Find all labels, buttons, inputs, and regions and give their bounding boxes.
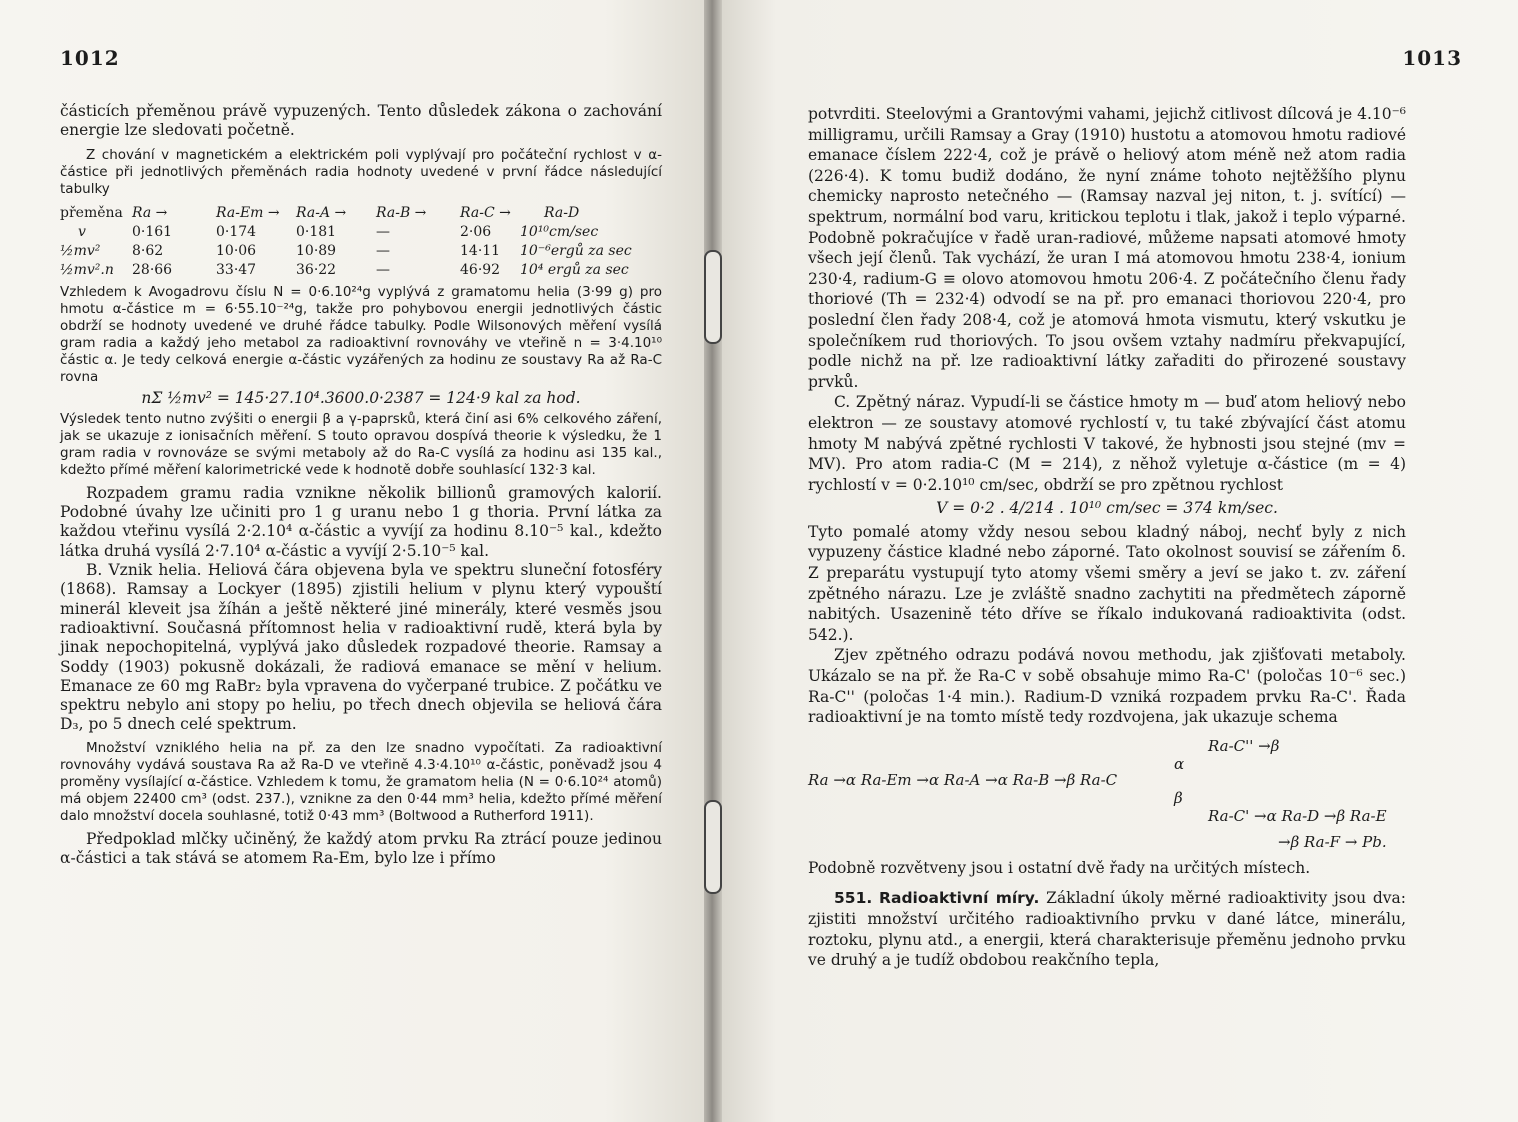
assumption-paragraph: Předpoklad mlčky učiněný, že každý atom prvku Ra ztrácí pouze jedinou α-částici a tak stává se atomem Ra-Em, bylo lze i přímo [60,829,662,868]
method-paragraph: Zjev zpětného odrazu podává novou methodu, jak zjišťovati metaboly. Ukázalo se na př. že Ra-C v sobě obsahuje mimo Ra-C' (poločas 10⁻⁶ sec.) Ra-C'' (poločas 1·4 min.). Radium-D vzniká rozpadem prvku Ra-C'. Řada radioaktivní je na tomto místě tedy rozdvojena, jak ukazuje schema [808,646,1406,727]
table-cell: 10·06 [216,242,257,259]
table-header-cell: Ra → [132,204,168,221]
table-header-cell: Ra-B → [376,204,427,221]
section-551 [808,888,1406,970]
energy-equation: nΣ ½mv² = 145·27.10⁴.3600.0·2387 = 124·9 kal za hod. [141,388,581,407]
left-text-column [60,102,662,868]
table-intro-paragraph: Z chování v magnetickém a elektrickém poli vyplývají pro počáteční rychlost v α-částice při jednotlivých přeměnách radia hodnoty uvedené v první řádce následující tabulky [60,146,662,197]
table-header-row [60,204,662,223]
result-paragraph: Výsledek tento nutno zvýšiti o energii β a γ-paprsků, která činí asi 6% celkového záření, jak se ukazuje z ionisačních měření. S touto opravou dospívá theorie k výsledku, že 1 gram radia v rovnováze se svými metaboly až do Ra-C vysílá za hodinu asi 135 kal., kdežto přímé měření kalorimetrické vede k hodnotě dobře souhlasící 132·3 kal. [60,410,662,478]
section-title: Radioaktivní míry. [879,889,1040,908]
table-cell: 33·47 [216,261,257,278]
decay-scheme [808,736,1406,854]
scheme-upper-branch: Ra-C'' →β [1208,736,1280,755]
branching-paragraph: Podobně rozvětveny jsou i ostatní dvě řady na určitých místech. [808,858,1311,877]
slow-atoms-paragraph: Tyto pomalé atomy vždy nesou sebou kladný náboj, nechť byly z nich vypuzeny částice kladné nebo záporné. Tato okolnost souvisí se zářením δ. Z preparátu vystupují tyto atomy všemi směry a jeví se jako t. zv. záření zpětného nárazu. Lze je zvláště snadno zachytiti na předmětech záporně nabitých. Usazenině této dříve se říkalo indukovaná radioaktivita (odst. 542.). [808,522,1406,644]
table-cell: 28·66 [132,261,173,278]
table-row [60,223,662,242]
table-row [60,242,662,261]
page-number-right: 1013 [1402,46,1462,70]
scheme-main-chain: Ra →α Ra-Em →α Ra-A →α Ra-B →β Ra-C [808,770,1118,789]
table-header-cell: Ra-A → [296,204,347,221]
scheme-branch-beta: β [1174,788,1183,807]
scheme-lower-branch: Ra-C' →α Ra-D →β Ra-E [1208,806,1387,825]
table-cell: 14·11 [460,242,501,259]
binding-clip-upper [704,250,722,344]
binding-clip-lower [704,800,722,894]
table-cell: — [376,223,390,240]
section-number: 551. [834,889,873,908]
intro-paragraph: částicích přeměnou právě vypuzených. Tento důsledek zákona o zachování energie lze sledovati početně. [60,102,662,140]
table-cell: 10·89 [296,242,337,259]
right-text-column [808,104,1406,971]
recoil-equation: V = 0·2 . 4/214 . 10¹⁰ cm/sec = 374 km/sec. [936,499,1278,518]
section-body: Základní úkoly měrné radioaktivity jsou dva: zjistiti množství určitého radioaktivního prvku v dané látce, minerálu, roztoku, plynu atd., a energii, která charakterisuje přeměnu jednoho prvku ve druhý a je tudíž obdobou reakčního tepla, [808,889,1407,970]
left-page [0,0,712,1122]
table-cell: ½mv².n [60,261,114,278]
table-header-cell: přeměna [60,204,123,221]
table-header-cell: Ra-D [544,204,580,221]
table-cell: 8·62 [132,242,164,259]
table-row [60,261,662,280]
table-cell: — [376,261,390,278]
helium-amount-paragraph: Množství vzniklého helia na př. za den lze snadno vypočítati. Za radioaktivní rovnováhy vydává soustava Ra až Ra-D ve vteřině 4.3·4.10¹⁰ α-částic, poněvadž jsou 4 proměny vysílající α-částice. Vzhledem k tomu, že gramatom helia (N = 0·6.10²⁴ atomů) má objem 22400 cm³ (odst. 237.), vznikne za den 0·44 mm³ helia, kdežto přímé měření dalo množství docela souhlasné, totiž 0·43 mm³ (Boltwood a Rutherford 1911). [60,739,662,824]
table-cell: 10¹⁰cm/sec [520,223,599,240]
right-page [712,0,1518,1122]
table-cell: 0·161 [132,223,173,240]
continuation-paragraph: potvrditi. Steelovými a Grantovými vahami, jejichž citlivost dílcová je 4.10⁻⁶ milligramu, určili Ramsay a Gray (1910) hustotu a atomovou hmotu radiové emanace číslem 222·4, což je právě o heliový atom méně než atom radia (226·4). K tomu budiž dodáno, že nyní známe tohoto nejtěžšího plynu chemicky naprosto netečného — (Ramsay nazval jej niton, t. j. svítící) — spektrum, normální bod varu, kritickou teplotu i tlak, jakož i teplo výparné. Podobně pokračujíce v řadě uran-radiové, můžeme napsati atomové hmoty všech její členů. Tak vychází, že uran I má atomovou hmotu 238·4, ionium 230·4, radium-G ≡ olovo atomovou hmotu 206·4. Z počátečního členu řady thoriové (Th = 232·4) odvodí se na př. pro emanaci thoriovou 220·4, pro poslední člen řady 208·4, což je atomová hmota vismutu, který vskutku je společníkem rud thoriových. To jsou ovšem vztahy nadmíru překvapující, podle nichž na př. lze radioaktivní látky zařaditi do přirozené soustavy prvků. [808,105,1406,391]
table-header-cell: Ra-Em → [216,204,280,221]
table-cell: — [376,242,390,259]
avogadro-paragraph: Vzhledem k Avogadrovu číslu N = 0·6.10²⁴g vyplývá z gramatomu helia (3·99 g) pro hmotu α-částice m = 6·55.10⁻²⁴g, takže pro pohybovou energii jednotlivých částic obdrží se hodnoty uvedené ve druhé řádce tabulky. Podle Wilsonových měření vysílá gram radia a každý jeho metabol za radioaktivní rovnováhy ve vteřině n = 3·4.10¹⁰ částic α. Je tedy celková energie α-částic vyzářených za hodinu ze soustavy Ra až Ra-C rovna [60,283,662,385]
book-gutter [704,0,722,1122]
table-cell: 10⁻⁶ergů za sec [520,242,632,259]
table-header-cell: Ra-C → [460,204,511,221]
table-cell: ½mv² [60,242,101,259]
helium-paragraph: B. Vznik helia. Heliová čára objevena byla ve spektru sluneční fotosféry (1868). Ramsay a Lockyer (1895) zjistili helium v plynu který vypouští minerál kleveit jsa žíhán a ještě některé jiné minerály, které vesměs jsou radioaktivní. Současná přítomnost helia v radioaktivní rudě, která byla by jinak nepochopitelná, vyplývá jako důsledek rozpadové theorie. Ramsay a Soddy (1903) pokusně dokázali, že radiová emanace se mění v helium. Emanace ze 60 mg RaBr₂ byla vpravena do vyčerpané trubice. Z počátku ve spektru nebylo ani stopy po heliu, po třech dnech objevila se heliová čára D₃, po 5 dnech celé spektrum. [60,561,662,734]
table-cell: 10⁴ ergů za sec [520,261,629,278]
table-cell: v [78,223,86,240]
scheme-branch-alpha: α [1174,754,1185,773]
energy-table [60,204,662,280]
recoil-paragraph: C. Zpětný náraz. Vypudí-li se částice hmoty m — buď atom heliový nebo elektron — ze soustavy atomové rychlostí v, tu také zbývající část atomu hmoty M nabývá zpětné rychlosti V takové, že hybnosti jsou stejné (mv = MV). Pro atom radia-C (M = 214), z něhož vyletuje α-částice (m = 4) rychlostí v = 0·2.10¹⁰ cm/sec, obdrží se pro zpětnou rychlost [808,393,1406,494]
page-number-left: 1012 [60,46,120,70]
table-cell: 0·181 [296,223,337,240]
table-cell: 36·22 [296,261,337,278]
table-cell: 2·06 [460,223,492,240]
scheme-tail: →β Ra-F → Pb. [1278,832,1387,851]
decay-paragraph: Rozpadem gramu radia vznikne několik billionů gramových kalorií. Podobné úvahy lze učiniti pro 1 g uranu nebo 1 g thoria. První látka za každou vteřinu vysílá 2·2.10⁴ α-částic a vyvíjí za hodinu 8.10⁻⁵ kal., kdežto látka druhá vysílá 2·7.10⁴ α-částic a vyvíjí 2·5.10⁻⁵ kal. [60,483,662,560]
table-cell: 0·174 [216,223,257,240]
table-cell: 46·92 [460,261,501,278]
